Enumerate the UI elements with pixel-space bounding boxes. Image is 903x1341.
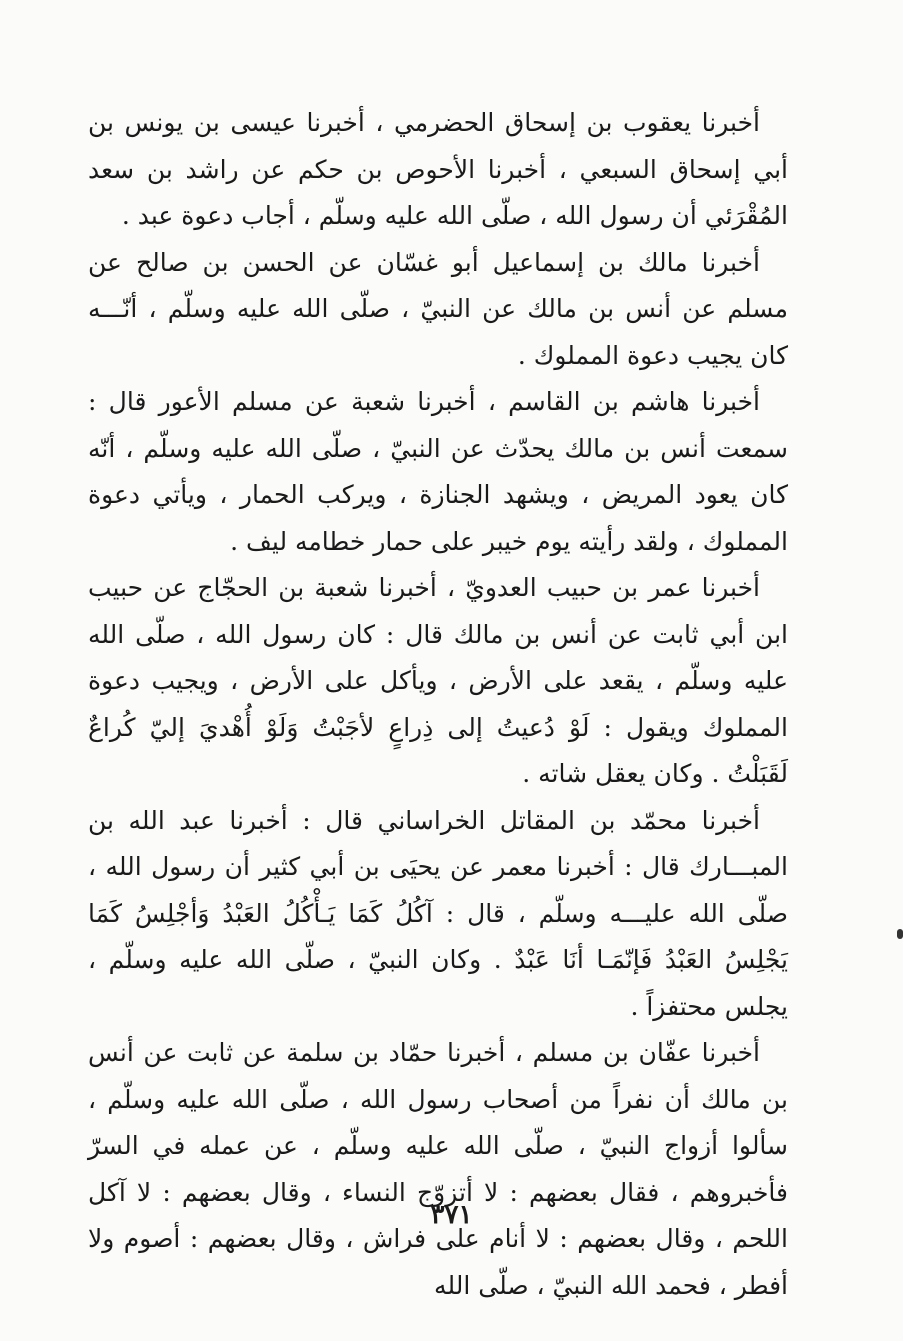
body-text <box>88 100 788 1309</box>
paragraph: أخبرنا عفّان بن مسلم ، أخبرنا حمّاد بن سلمة عن ثابت عن أنس بن مالك أن نفراً من أصحاب رسول الله ، صلّى الله عليه وسلّم ، سألوا أزواج النبيّ ، صلّى الله عليه وسلّم ، عن عمله في السرّ فأخبروهم ، فقال بعضهم : لا أتزوّج النساء ، وقال بعضهم : لا آكل اللحم ، وقال بعضهم : لا أنام على فراش ، وقال بعضهم : أصوم ولا أفطر ، فحمد الله النبيّ ، صلّى الله <box>88 1038 788 1300</box>
paragraph: أخبرنا عمر بن حبيب العدويّ ، أخبرنا شعبة بن الحجّاج عن حبيب ابن أبي ثابت عن أنس بن مالك قال : كان رسول الله ، صلّى الله عليه وسلّم ، يقعد على الأرض ، ويأكل على الأرض ، ويجيب دعوة المملوك ويقول : لَوْ دُعيتُ إلى ذِراعٍ لأجَبْتُ وَلَوْ أُهْديَ إليّ كُراعٌ لَقَبَلْتُ . وكان يعقل شاته . <box>88 573 788 788</box>
paragraph: أخبرنا مالك بن إسماعيل أبو غسّان عن الحسن بن صالح عن مسلم عن أنس بن مالك عن النبيّ ، صلّى الله عليه وسلّم ، أنّـــه كان يجيب دعوة المملوك . <box>88 247 788 370</box>
paragraph: أخبرنا محمّد بن المقاتل الخراساني قال : أخبرنا عبد الله بن المبـــارك قال : أخبرنا معمر عن يحيَى بن أبي كثير أن رسول الله ، صلّى الله عليـــه وسلّم ، قال : آكُلُ كَمَا يَـأْكُلُ العَبْدُ وَأجْلِسُ كَمَا يَجْلِسُ العَبْدُ فَإنّمَـا أنَا عَبْدٌ . وكان النبيّ ، صلّى الله عليه وسلّم ، يجلس محتفزاً . <box>88 805 788 1021</box>
paragraph: أخبرنا يعقوب بن إسحاق الحضرمي ، أخبرنا عيسى بن يونس بن أبي إسحاق السبعي ، أخبرنا الأحوص بن حكم عن راشد بن سعد المُقْرَئي أن رسول الله ، صلّى الله عليه وسلّم ، أجاب دعوة عبد . <box>88 108 788 230</box>
page-number: ٣٧١ <box>430 1200 473 1230</box>
paragraph: أخبرنا هاشم بن القاسم ، أخبرنا شعبة عن مسلم الأعور قال : سمعت أنس بن مالك يحدّث عن النبيّ ، صلّى الله عليه وسلّم ، أنّه كان يعود المريض ، ويشهد الجنازة ، ويركب الحمار ، ويأتي دعوة المملوك ، ولقد رأيته يوم خيبر على حمار خطامه ليف . <box>88 387 788 556</box>
margin-mark <box>897 929 903 939</box>
